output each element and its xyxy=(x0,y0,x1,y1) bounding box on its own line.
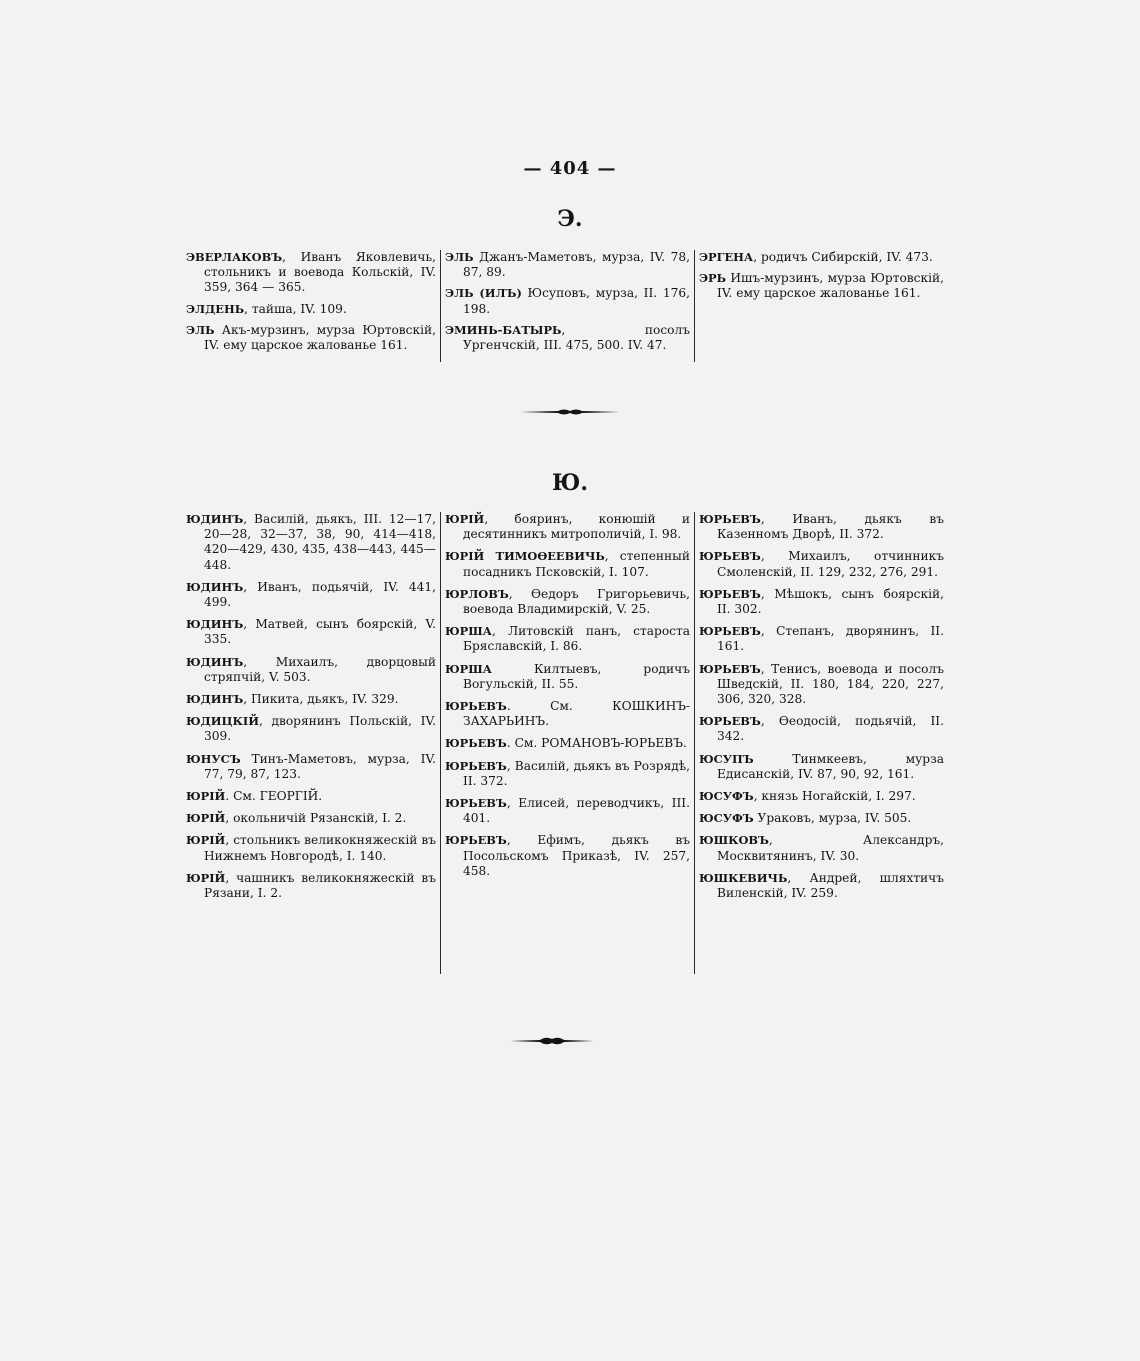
index-entry xyxy=(186,250,436,296)
index-entry xyxy=(186,512,436,573)
page-number: — 404 — xyxy=(523,158,617,179)
entry-text: , Ѳеодосій, подьячій, II. 342. xyxy=(717,714,944,744)
entry-headword: ЮДИЦКІЙ xyxy=(186,714,260,729)
index-entry xyxy=(445,833,690,879)
index-entry xyxy=(699,662,944,708)
index-entry xyxy=(699,789,944,804)
index-entry xyxy=(445,624,690,654)
section-letter-yu: Ю. xyxy=(552,470,588,496)
index-entry xyxy=(445,250,690,280)
index-entry xyxy=(186,789,436,804)
entry-text: , Иванъ Яковлевичь, стольникъ и воевода Кольскій, IV. 359, 364 — 365. xyxy=(204,250,436,295)
index-entry xyxy=(186,580,436,610)
entry-headword: ЭЛДЕНЬ xyxy=(186,301,245,316)
entry-headword: ЮДИНЪ xyxy=(186,512,244,526)
entry-text: . См. ГЕОРГІЙ. xyxy=(225,789,323,804)
entry-headword: ЮДИНЪ xyxy=(186,692,244,707)
entry-headword: ЮРЬЕВЪ xyxy=(445,833,507,848)
entry-headword: ЮРЬЕВЪ xyxy=(699,661,761,676)
entry-text: , Василій, дьякъ, III. 12—17, 20—28, 32—37, 38, 90, 414—418, 420—429, 430, 435, 438—443, 445—448. xyxy=(204,512,436,572)
entry-headword: ЮРІЙ xyxy=(445,512,485,526)
entry-text: , родичъ Сибирскій, IV. 473. xyxy=(753,250,933,264)
entry-text: , посолъ Ургенчскій, III. 475, 500. IV. 47. xyxy=(463,322,690,353)
entry-text: , Василій, дьякъ въ Розрядѣ, II. 372. xyxy=(463,758,690,788)
index-entry xyxy=(445,796,690,826)
index-entry xyxy=(699,714,944,744)
entry-headword: ЭЛЬ xyxy=(445,250,474,264)
index-entry xyxy=(699,549,944,579)
entry-headword: ЮШКОВЪ xyxy=(699,833,769,848)
entry-headword: ЮРЬЕВЪ xyxy=(699,624,761,639)
index-entry xyxy=(445,736,690,751)
index-entry xyxy=(186,655,436,685)
index-entry xyxy=(445,512,690,542)
entry-headword: ЮНУСЪ xyxy=(186,751,241,766)
entry-text: , Иванъ, подьячій, IV. 441, 499. xyxy=(204,579,436,610)
entry-text: , Мѣшокъ, сынъ боярскій, II. 302. xyxy=(717,586,944,617)
entry-headword: ЮРІЙ ТИМОѲЕЕВИЧЬ xyxy=(445,549,605,564)
entry-headword: ЮДИНЪ xyxy=(186,617,244,632)
index-entry xyxy=(186,811,436,826)
entry-text: . См. КОШКИНЪ-ЗАХАРЬИНЪ. xyxy=(463,699,690,729)
entry-headword: ЮДИНЪ xyxy=(186,654,244,669)
section-e-columns xyxy=(186,250,956,362)
entry-text: , Ѳедоръ Григорьевичь, воевода Владимирскій, V. 25. xyxy=(463,586,690,617)
entry-headword: ЮРЬЕВЪ xyxy=(699,714,761,729)
entry-headword: ЮШКЕВИЧЬ xyxy=(699,870,788,885)
entry-headword: ЭРЬ xyxy=(699,271,727,286)
index-entry xyxy=(445,699,690,729)
index-entry xyxy=(699,833,944,863)
entry-text: , Литовскій панъ, староста Бряславскій, I. 86. xyxy=(463,624,690,654)
index-entry xyxy=(445,759,690,789)
column-2 xyxy=(440,512,694,974)
entry-headword: ЮРІЙ xyxy=(186,789,226,804)
index-entry xyxy=(699,250,944,265)
entry-text: , стольникъ великокняжескій въ Нижнемъ Новгородѣ, I. 140. xyxy=(204,833,436,863)
entry-headword: ЮРЛОВЪ xyxy=(445,586,509,601)
column-3 xyxy=(694,512,948,974)
entry-text: Ишъ-мурзинъ, мурза Юртовскій, IV. ему царское жалованье 161. xyxy=(717,271,944,301)
entry-headword: ЮСУФЪ xyxy=(699,789,754,804)
entry-text: , Тенисъ, воевода и посолъ Шведскій, II. 180, 184, 220, 227, 306, 320, 328. xyxy=(717,661,944,707)
entry-headword: ЮДИНЪ xyxy=(186,579,244,594)
entry-text: Акъ-мурзинъ, мурза Юртовскій, IV. ему царское жалованье 161. xyxy=(204,322,436,353)
column-1 xyxy=(186,250,440,362)
index-entry xyxy=(445,549,690,579)
entry-headword: ЮРЬЕВЪ xyxy=(445,758,507,773)
entry-headword: ЮРЬЕВЪ xyxy=(699,512,761,526)
index-entry xyxy=(445,323,690,353)
entry-text: , чашникъ великокняжескій въ Рязани, I. 2. xyxy=(204,870,436,901)
entry-headword: ЮРІЙ xyxy=(186,833,226,848)
entry-text: . См. РОМАНОВЪ-ЮРЬЕВЪ. xyxy=(506,736,687,751)
entry-headword: ЭМИНЬ-БАТЫРЬ xyxy=(445,322,562,337)
entry-headword: ЮРЬЕВЪ xyxy=(699,586,761,601)
entry-headword: ЮРША xyxy=(445,661,492,676)
entry-text: , тайша, IV. 109. xyxy=(244,301,347,316)
entry-text: Ураковъ, мурза, IV. 505. xyxy=(753,811,912,826)
index-entry xyxy=(445,587,690,617)
entry-headword: ЮРЬЕВЪ xyxy=(699,549,761,564)
entry-headword: ЮСУПЪ xyxy=(699,751,754,766)
entry-text: , Иванъ, дьякъ въ Казенномъ Дворѣ, II. 372. xyxy=(717,512,944,542)
entry-headword: ЮРІЙ xyxy=(186,811,226,826)
end-ornament xyxy=(510,1036,594,1046)
index-entry xyxy=(186,323,436,353)
index-entry xyxy=(186,302,436,317)
index-entry xyxy=(186,871,436,901)
section-yu-columns xyxy=(186,512,956,974)
index-entry xyxy=(445,286,690,316)
index-entry xyxy=(699,271,944,301)
index-entry xyxy=(186,714,436,744)
column-3 xyxy=(694,250,948,362)
index-entry xyxy=(699,811,944,826)
entry-text: Тинмкеевъ, мурза Едисанскій, IV. 87, 90, 92, 161. xyxy=(717,751,944,781)
entry-text: , Ефимъ, дьякъ въ Посольскомъ Приказѣ, IV. 257, 458. xyxy=(463,833,690,878)
entry-text: Джанъ-Маметовъ, мурза, IV. 78, 87, 89. xyxy=(463,250,690,280)
entry-headword: ЮСУФЪ xyxy=(699,811,754,826)
entry-text: , Михаилъ, отчинникъ Смоленскій, II. 129, 232, 276, 291. xyxy=(717,549,944,579)
entry-text: , Степанъ, дворянинъ, II. 161. xyxy=(717,624,944,654)
entry-text: , Пикита, дьякъ, IV. 329. xyxy=(243,692,399,707)
entry-text: , Андрей, шляхтичъ Виленскій, IV. 259. xyxy=(717,870,944,901)
entry-text: , степенный посадникъ Псковскій, I. 107. xyxy=(463,549,690,579)
entry-text: , бояринъ, конюшій и десятинникъ митрополичій, I. 98. xyxy=(463,512,690,542)
entry-text: , окольничій Рязанскій, I. 2. xyxy=(225,811,407,826)
entry-headword: ЮРЬЕВЪ xyxy=(445,796,507,811)
entry-text: , Матвей, сынъ боярскій, V. 335. xyxy=(204,617,436,647)
entry-text: , дворянинъ Польскій, IV. 309. xyxy=(204,714,436,744)
index-entry xyxy=(445,662,690,692)
entry-text: , Михаилъ, дворцовый стряпчій, V. 503. xyxy=(204,654,436,684)
entry-headword: ЭВЕРЛАКОВЪ xyxy=(186,250,283,264)
entry-text: Юсуповъ, мурза, II. 176, 198. xyxy=(463,286,690,316)
entry-headword: ЭРГЕНА xyxy=(699,250,754,264)
entry-text: , князь Ногайскій, I. 297. xyxy=(753,789,916,804)
index-entry xyxy=(699,512,944,542)
index-entry xyxy=(186,617,436,647)
entry-headword: ЭЛЬ (ИЛЪ) xyxy=(445,286,522,301)
entry-text: , Александръ, Москвитянинъ, IV. 30. xyxy=(717,833,944,863)
entry-text: Тинъ-Маметовъ, мурза, IV. 77, 79, 87, 123. xyxy=(204,751,436,781)
index-entry xyxy=(186,692,436,707)
entry-headword: ЭЛЬ xyxy=(186,322,215,337)
column-2 xyxy=(440,250,694,362)
entry-headword: ЮРША xyxy=(445,624,492,639)
index-entry xyxy=(699,624,944,654)
index-entry xyxy=(186,833,436,863)
entry-text: Килтыевъ, родичъ Вогульскій, II. 55. xyxy=(463,661,690,691)
entry-headword: ЮРЬЕВЪ xyxy=(445,736,507,751)
entry-headword: ЮРІЙ xyxy=(186,870,226,885)
index-entry xyxy=(186,752,436,782)
index-entry xyxy=(699,871,944,901)
index-entry xyxy=(699,587,944,617)
section-divider-ornament xyxy=(520,407,620,417)
entry-text: , Елисей, переводчикъ, III. 401. xyxy=(463,796,690,826)
column-1 xyxy=(186,512,440,974)
section-letter-e: Э. xyxy=(557,206,583,232)
entry-headword: ЮРЬЕВЪ xyxy=(445,699,507,714)
index-entry xyxy=(699,752,944,782)
